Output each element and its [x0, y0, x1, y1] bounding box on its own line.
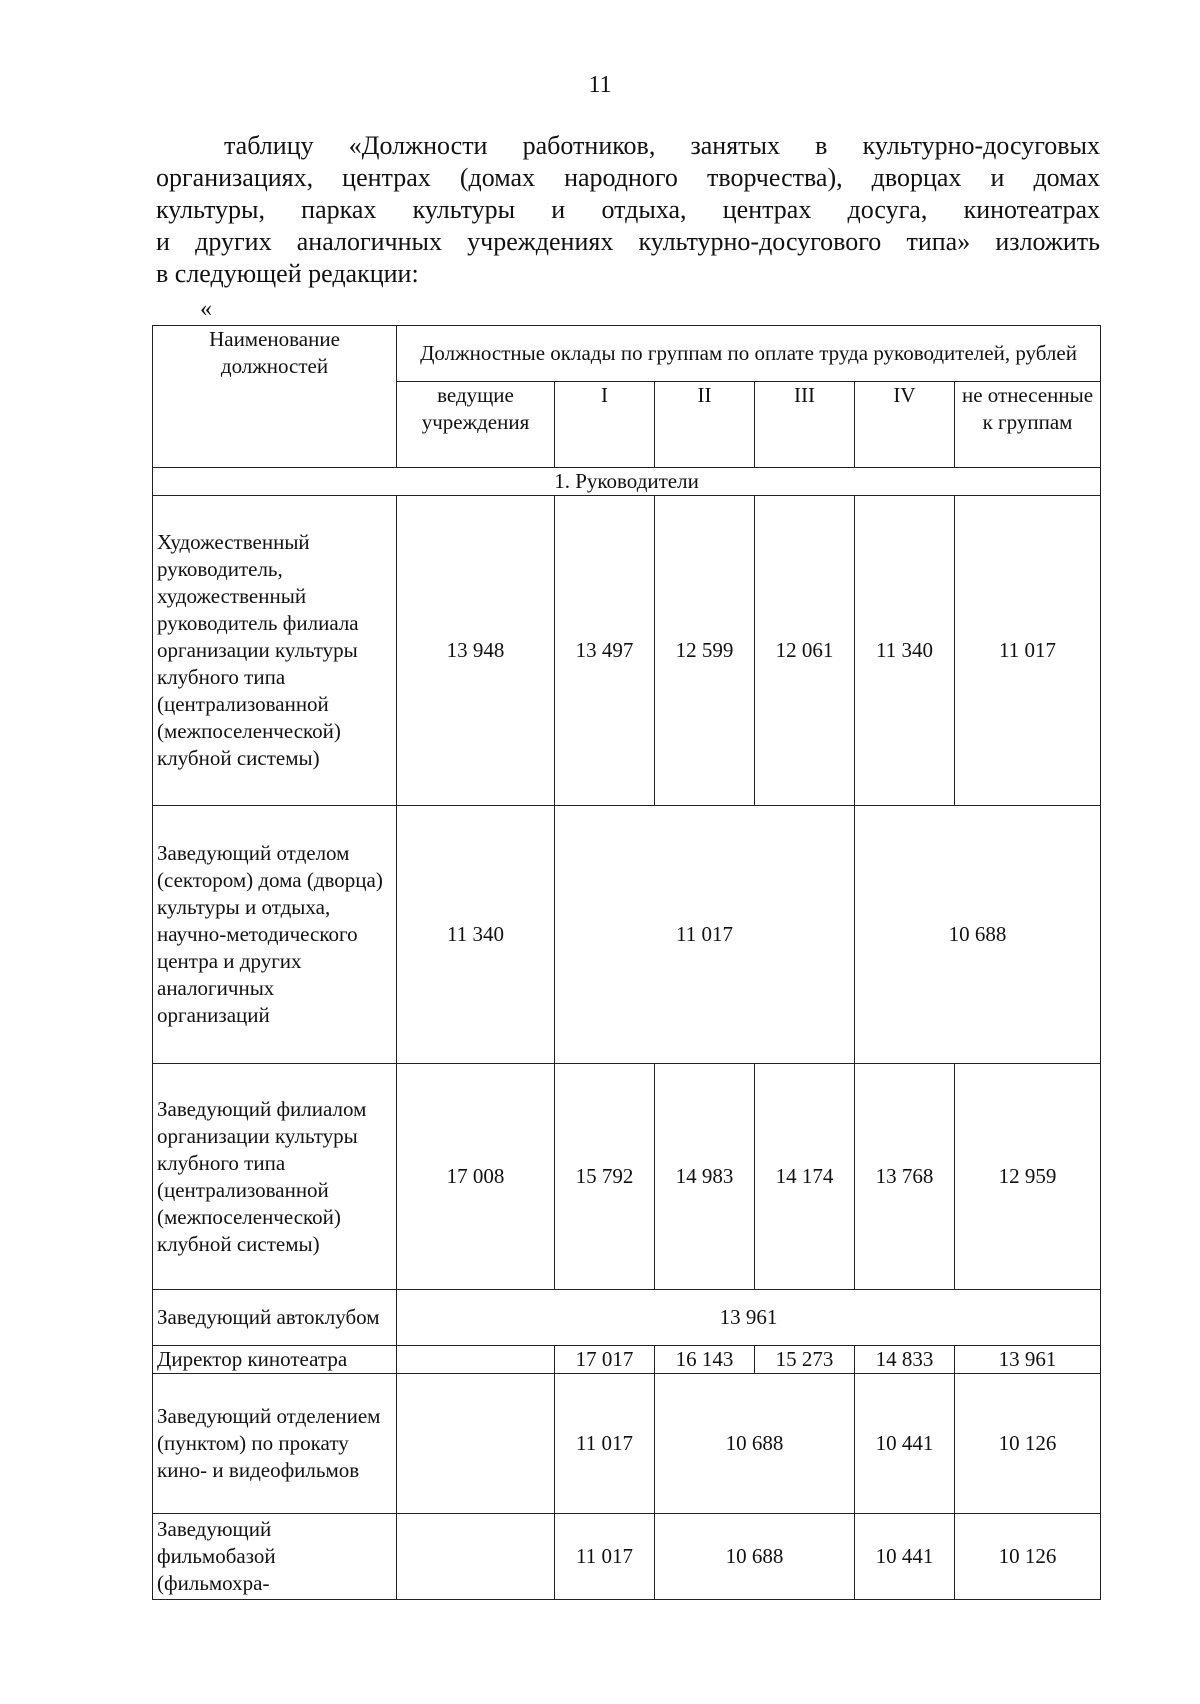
salary-cell: 13 497 — [555, 496, 655, 806]
salary-cell — [397, 1374, 555, 1514]
salary-cell — [397, 1346, 555, 1374]
header-salary-groups: Должностные оклады по группам по оплате труда руководителей, рублей — [397, 326, 1101, 382]
table-row — [153, 1346, 1101, 1374]
intro-paragraph — [156, 130, 1100, 290]
position-name: Заведующий автоклубом — [153, 1290, 397, 1346]
salary-cell: 11 340 — [855, 496, 955, 806]
salary-cell: 13 768 — [855, 1064, 955, 1290]
intro-line: таблицу «Должности работников, занятых в культурно-досуговых — [224, 131, 1100, 160]
header-position-name: Наименование должностей — [153, 326, 397, 468]
position-name: Заведующий отделением (пунктом) по прокату кино- и видеофильмов — [153, 1374, 397, 1514]
salary-cell: 10 441 — [855, 1374, 955, 1514]
salary-cell: 10 688 — [655, 1374, 855, 1514]
salary-cell: 13 948 — [397, 496, 555, 806]
position-name: Художественный руководитель, художественный руководитель филиала организации культуры клубного типа (централизованной (межпоселенческой) клубной системы) — [153, 496, 397, 806]
salary-cell: 10 126 — [955, 1374, 1101, 1514]
salary-table — [152, 325, 1101, 1600]
salary-cell: 10 688 — [655, 1514, 855, 1600]
intro-line: организациях, центрах (домах народного творчества), дворцах и домах — [156, 163, 1100, 192]
section-row — [153, 468, 1101, 496]
salary-cell: 12 599 — [655, 496, 755, 806]
position-name: Директор кинотеатра — [153, 1346, 397, 1374]
salary-cell: 10 126 — [955, 1514, 1101, 1600]
intro-line: культуры, парках культуры и отдыха, центрах досуга, кинотеатрах — [156, 195, 1100, 224]
position-name: Заведующий отделом (сектором) дома (дворца) культуры и отдыха, научно-методического центра и других аналогичных организаций — [153, 806, 397, 1064]
table-row — [153, 496, 1101, 806]
header-group-1: I — [555, 382, 655, 468]
intro-line: в следующей редакции: — [156, 259, 419, 288]
intro-line: и других аналогичных учреждениях культурно-досугового типа» изложить — [156, 227, 1100, 256]
salary-cell: 10 688 — [855, 806, 1101, 1064]
table-row — [153, 806, 1101, 1064]
header-group-2: II — [655, 382, 755, 468]
header-leading-institutions: ведущие учреждения — [397, 382, 555, 468]
header-group-4: IV — [855, 382, 955, 468]
table-row — [153, 1374, 1101, 1514]
salary-cell: 17 017 — [555, 1346, 655, 1374]
table-row — [153, 1290, 1101, 1346]
salary-cell: 12 959 — [955, 1064, 1101, 1290]
salary-cell: 15 792 — [555, 1064, 655, 1290]
salary-cell: 13 961 — [397, 1290, 1101, 1346]
salary-cell: 12 061 — [755, 496, 855, 806]
salary-cell: 14 833 — [855, 1346, 955, 1374]
table-row — [153, 1064, 1101, 1290]
salary-cell: 16 143 — [655, 1346, 755, 1374]
header-unassigned: не отнесенные к группам — [955, 382, 1101, 468]
position-name: Заведующий фильмобазой (фильмохра- — [153, 1514, 397, 1600]
salary-cell: 14 983 — [655, 1064, 755, 1290]
salary-cell: 14 174 — [755, 1064, 855, 1290]
page-number: 11 — [588, 72, 612, 98]
position-name: Заведующий филиалом организации культуры клубного типа (централизованной (межпоселенческой) клубной системы) — [153, 1064, 397, 1290]
table-header-row — [153, 326, 1101, 382]
opening-quote-mark: « — [200, 296, 212, 322]
table-row — [153, 1514, 1101, 1600]
salary-cell — [397, 1514, 555, 1600]
salary-cell: 11 017 — [555, 1514, 655, 1600]
header-group-3: III — [755, 382, 855, 468]
salary-cell: 11 017 — [555, 806, 855, 1064]
salary-cell: 17 008 — [397, 1064, 555, 1290]
salary-cell: 11 340 — [397, 806, 555, 1064]
salary-cell: 13 961 — [955, 1346, 1101, 1374]
section-title: 1. Руководители — [153, 468, 1101, 496]
salary-cell: 11 017 — [955, 496, 1101, 806]
salary-cell: 11 017 — [555, 1374, 655, 1514]
salary-cell: 10 441 — [855, 1514, 955, 1600]
salary-cell: 15 273 — [755, 1346, 855, 1374]
